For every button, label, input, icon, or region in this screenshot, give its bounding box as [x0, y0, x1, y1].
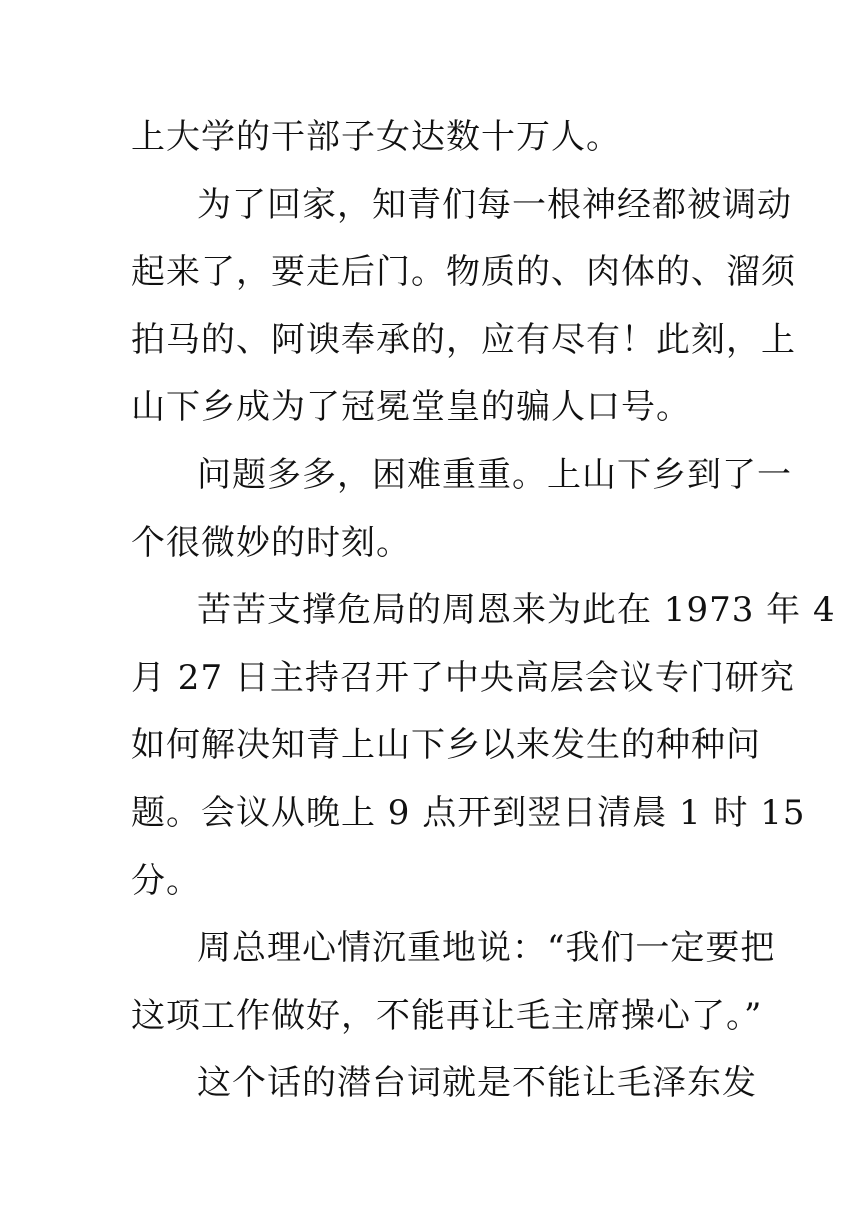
text-line: 山下乡成为了冠冕堂皇的骗人口号。 [131, 387, 691, 428]
body-text [131, 104, 836, 1118]
text-line: 分。 [131, 860, 201, 901]
text-line: 周总理心情沉重地说：“我们一定要把 [197, 928, 776, 969]
text-line: 题。会议从晚上 9 点开到翌日清晨 1 时 15 [131, 792, 806, 833]
text-line: 如何解决知青上山下乡以来发生的种种问 [131, 725, 761, 766]
text-line: 拍马的、阿谀奉承的，应有尽有！此刻，上 [131, 319, 796, 360]
text-line: 个很微妙的时刻。 [131, 522, 411, 563]
text-line: 问题多多，困难重重。上山下乡到了一 [197, 454, 792, 495]
text-line: 上大学的干部子女达数十万人。 [131, 117, 621, 157]
text-line: 这项工作做好，不能再让毛主席操心了。” [131, 995, 763, 1036]
text-line: 苦苦支撑危局的周恩来为此在 1973 年 4 [197, 590, 836, 631]
text-line: 起来了，要走后门。物质的、肉体的、溜须 [131, 252, 796, 293]
text-line: 这个话的潜台词就是不能让毛泽东发 [197, 1063, 757, 1104]
text-line: 为了回家，知青们每一根神经都被调动 [197, 184, 792, 225]
text-line: 月 27 日主持召开了中央高层会议专门研究 [131, 657, 795, 698]
